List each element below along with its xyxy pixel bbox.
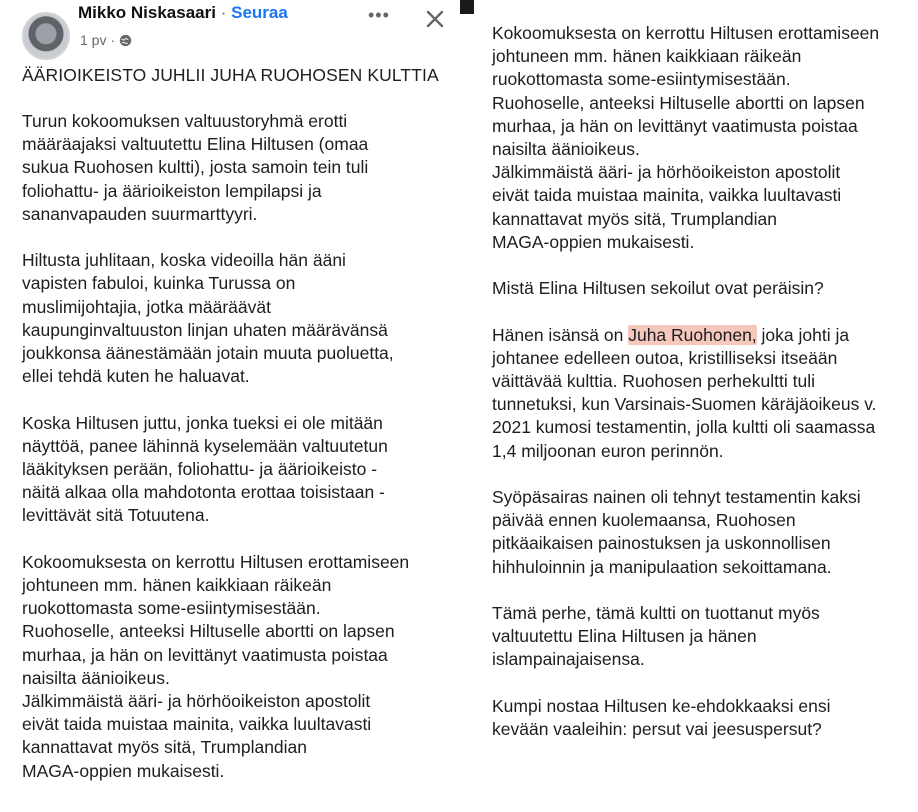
post-time[interactable]: 1 pv: [80, 32, 107, 48]
follow-button[interactable]: Seuraa: [231, 3, 288, 22]
avatar[interactable]: [22, 12, 70, 60]
paragraph-3: Koska Hiltusen juttu, jonka tueksi ei ole mitään näyttöä, panee lähinnä kyselemään valtuutetun lääkityksen perään, foliohattu- ja äärioikeisto - näitä alkaa olla mahdotonta erottaa toisistaan - levittävät sitä Totuutena.: [22, 412, 388, 526]
right-paragraph-5: Tämä perhe, tämä kultti on tuottanut myös valtuutettu Elina Hiltusen ja hänen islampainajaisensa.: [492, 603, 820, 670]
meta-separator: ·: [110, 32, 116, 48]
post-header: [78, 3, 288, 23]
right-paragraph-1: Kokoomuksesta on kerrottu Hiltusen erottamiseen johtuneen mm. hänen kaikkiaan räikeän ruokottomasta some-esiintymisestään. Ruohoselle, anteeksi Hiltuselle abortti on lapsen murhaa, ja hän on levittänyt vaatimusta poistaa naisilta äänioikeus. Jälkimmäistä ääri- ja hörhöoikeiston apostolit eivät taida muistaa mainita, vaikka luultavasti kannattavat myös sitä, Trumplandian MAGA-oppien mukaisesti.: [492, 23, 880, 252]
post-meta: [80, 31, 132, 49]
right-paragraph-4: Syöpäsairas nainen oli tehnyt testamentin kaksi päivää ennen kuolemaansa, Ruohosen pitkäaikaisen painostuksen ja uskonnollisen hihhuloinnin ja manipulaation sekoittamana.: [492, 487, 861, 577]
paragraph-3-rest: joka johti ja johtanee edelleen outoa, kristilliseksi itseään väittävää kulttia. Ruohosen perhekultti tuli tunnetuksi, kun Varsinais-Suomen käräjäoikeus v. 2021 kumosi testamentin, jolla kultti oli saamassa 1,4 miljoonan euron perinnön.: [492, 324, 877, 461]
paragraph-3-start: Hänen isänsä on: [492, 324, 629, 345]
right-screenshot-panel: [474, 0, 918, 812]
right-paragraph-6: Kumpi nostaa Hiltusen ke-ehdokkaaksi ensi kevään vaaleihin: persut vai jeesuspersut?: [492, 695, 831, 740]
paragraph-4: Kokoomuksesta on kerrottu Hiltusen erottamiseen johtuneen mm. hänen kaikkiaan räikeän ruokottomasta some-esiintymisestään. Ruohoselle, anteeksi Hiltuselle abortti on lapsen murhaa, ja hän on levittänyt vaatimusta poistaa naisilta äänioikeus. Jälkimmäistä ääri- ja hörhöoikeiston apostolit eivät taida muistaa mainita, vaikka luultavasti kannattavat myös sitä, Trumplandian MAGA-oppien mukaisesti.: [22, 551, 410, 781]
globe-icon: [119, 34, 132, 47]
more-options-icon[interactable]: •••: [368, 5, 390, 25]
highlighted-name: Juha Ruohonen,: [628, 324, 757, 345]
post-title: ÄÄRIOIKEISTO JUHLII JUHA RUOHOSEN KULTTIA: [22, 65, 439, 85]
author-name[interactable]: Mikko Niskasaari: [78, 3, 216, 22]
paragraph-1: Turun kokoomuksen valtuustoryhmä erotti määräajaksi valtuutettu Elina Hiltusen (omaa sukua Ruohosen kultti), josta samoin tein tuli foliohattu- ja äärioikeiston lempilapsi ja sananvapauden suurmarttyyri.: [22, 111, 369, 224]
right-paragraph-3: [492, 324, 912, 463]
header-separator: ·: [220, 3, 227, 22]
post-body-left: [22, 110, 452, 806]
close-icon[interactable]: [424, 8, 446, 30]
paragraph-2: Hiltusta juhlitaan, koska videoilla hän ääni vapisten fabuloi, kuinka Turussa on muslimijohtajia, jotka määräävät kaupunginvaltuuston linjan uhaten määrävänsä joukkonsa äänestämään jotain muuta puoluetta, ellei tehdä kuten he haluavat.: [22, 250, 394, 387]
post-body-right: [492, 22, 912, 764]
right-paragraph-2: Mistä Elina Hiltusen sekoilut ovat peräisin?: [492, 278, 824, 299]
